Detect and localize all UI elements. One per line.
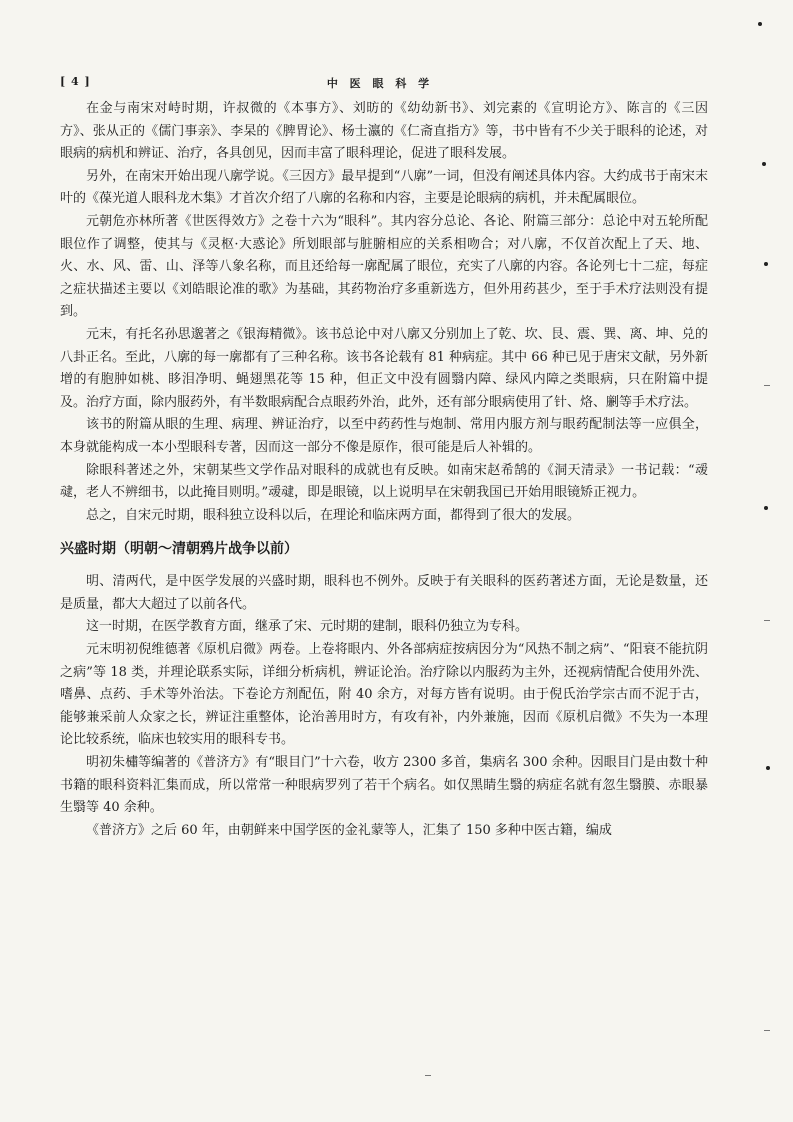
scan-speck (758, 22, 762, 26)
paragraph: 元末明初倪维德著《原机启微》两卷。上卷将眼内、外各部病症按病因分为“风热不制之病”、“阳衰不能抗阴之病”等 18 类，并理论联系实际，详细分析病机，辨证论治。治疗除以内服药为主外，还视病情配合使用外洗、嗜鼻、点药、手术等外治法。下卷论方剂配伍，附 40 余方，对每方皆有说明。由于倪氏治学宗古而不泥于古，能够兼采前人众家之长，辨证注重整体，论治善用时方，有攻有补，内外兼施，因而《原机启微》不失为一本理论比较系统，临床也较实用的眼科专书。 (60, 642, 708, 748)
scan-speck (764, 262, 768, 266)
paragraph: 在金与南宋对峙时期，许叔微的《本事方》、刘昉的《幼幼新书》、刘完素的《宣明论方》、陈言的《三因方》、张从正的《儒门事亲》、李杲的《脾胃论》、杨士瀛的《仁斋直指方》等，书中皆有不少关于眼科的论述，对眼病的病机和辨证、治疗，各具创见，因而丰富了眼科理论，促进了眼科发展。 (60, 101, 708, 162)
running-title: 中 医 眼 科 学 (326, 77, 434, 90)
scan-mark (764, 1030, 770, 1031)
scan-mark (425, 1075, 431, 1076)
scan-mark (764, 620, 770, 621)
page-number: [ 4 ] (60, 75, 91, 88)
paragraph: 元末，有托名孙思邈著之《银海精微》。该书总论中对八廓又分别加上了乾、坎、艮、震、巽、离、坤、兑的八卦正名。至此，八廓的每一廓都有了三种名称。该书各论载有 81 种病症。其中 66 种已见于唐宋文献，另外新增的有胞肿如桃、眵泪净明、蝇翅黑花等 15 种，但正文中没有圆翳内障、绿风内障之类眼病，只在附篇中提及。治疗方面，除内服药外，有半数眼病配合点眼药外治，此外，还有部分眼病使用了针、烙、劆等手术疗法。 (60, 326, 708, 410)
paragraph: 除眼科著述之外，宋朝某些文学作品对眼科的成就也有反映。如南宋赵希鹄的《洞天清录》一书记载：“叆叇，老人不辨细书，以此掩目则明。”叆叇，即是眼镜，以上说明早在宋朝我国已开始用眼镜矫正视力。 (60, 462, 708, 501)
page-body (60, 98, 708, 842)
scan-mark (764, 385, 770, 386)
scan-speck (766, 766, 770, 770)
paragraph: 总之，自宋元时期，眼科独立设科以后，在理论和临床两方面，都得到了很大的发展。 (86, 507, 581, 523)
scan-speck (762, 162, 766, 166)
scan-speck (764, 506, 768, 510)
paragraph: 这一时期，在医学教育方面，继承了宋、元时期的建制，眼科仍独立为专科。 (86, 619, 529, 635)
paragraph: 明、清两代，是中医学发展的兴盛时期，眼科也不例外。反映于有关眼科的医药著述方面，无论是数量，还是质量，都大大超过了以前各代。 (60, 574, 708, 612)
paragraph: 明初朱橚等编著的《普济方》有“眼目门”十六卷，收方 2300 多首，集病名 300 余种。因眼目门是由数十种书籍的眼科资料汇集而成，所以常常一种眼病罗列了若干个病名。如仅黑睛生翳的病症名就有忽生翳膜、赤眼暴生翳等 40 余种。 (60, 755, 708, 816)
paragraph: 《普济方》之后 60 年，由朝鲜来中国学医的金礼蒙等人，汇集了 150 多种中医古籍，编成 (86, 822, 612, 838)
page-header (60, 75, 700, 93)
section-heading: 兴盛时期（明朝～清朝鸦片战争以前） (60, 541, 298, 558)
paragraph: 另外，在南宋开始出现八廓学说。《三因方》最早提到“八廓”一词，但没有阐述具体内容。大约成书于南宋末叶的《葆光道人眼科龙木集》才首次介绍了八廓的名称和内容，主要是论眼病的病机，并未配属眼位。 (60, 168, 708, 207)
paragraph: 该书的附篇从眼的生理、病理、辨证治疗，以至中药药性与炮制、常用内服方剂与眼药配制法等一应俱全，本身就能构成一本小型眼科专著，因而这一部分不像是原作，很可能是后人补辑的。 (60, 417, 708, 455)
paragraph: 元朝危亦林所著《世医得效方》之卷十六为“眼科”。其内容分总论、各论、附篇三部分：总论中对五轮所配眼位作了调整，使其与《灵枢·大惑论》所划眼部与脏腑相应的关系相吻合；对八廓，不仅首次配上了天、地、火、水、风、雷、山、泽等八象名称，而且还给每一廓配属了眼位，充实了八廓的内容。各论列七十二症，每症之症状描述主要以《刘皓眼论准的歌》为基础，其药物治疗多重新选方，但外用药甚少，至于手术疗法则没有提到。 (60, 213, 708, 320)
